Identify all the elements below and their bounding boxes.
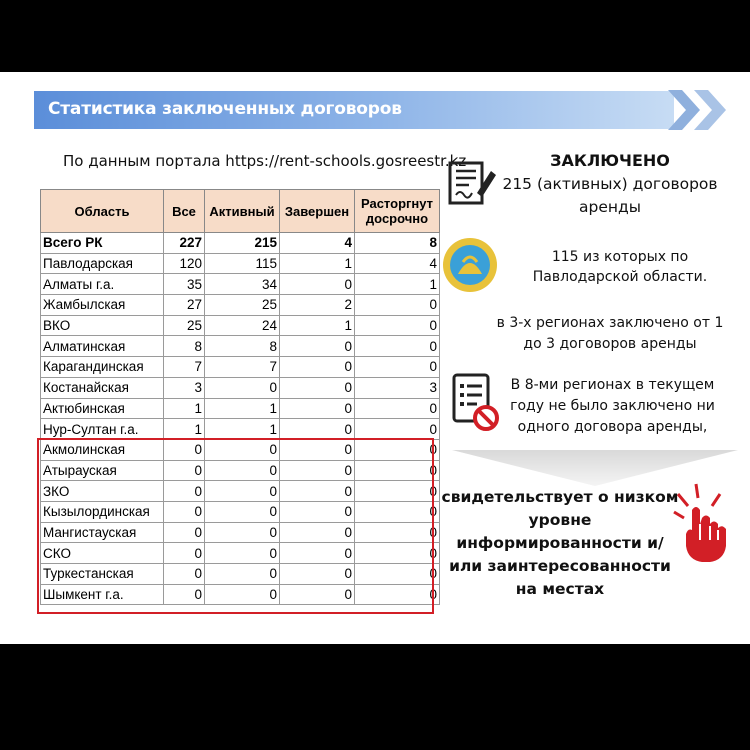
row-all: 120 (164, 253, 205, 274)
row-all: 27 (164, 295, 205, 316)
three-regions-text: в 3-х регионах заключено от 1 до 3 договоров аренды (496, 315, 724, 352)
row-region: Алматы г.а. (41, 274, 164, 295)
row-terminated: 0 (355, 564, 440, 585)
total-finished: 4 (280, 233, 355, 254)
zero-contracts-highlight (37, 438, 434, 614)
row-terminated: 3 (355, 377, 440, 398)
table-row (41, 315, 440, 336)
row-finished: 0 (280, 357, 355, 378)
row-region: ВКО (41, 315, 164, 336)
source-note: По данным портала https://rent-schools.gosreestr.kz (63, 152, 467, 170)
row-region: ЗКО (41, 481, 164, 502)
row-terminated: 0 (355, 501, 440, 522)
title-bar (34, 91, 674, 129)
pavlodar-emblem-icon (441, 236, 499, 294)
conclusion-text: свидетельствует о низком уровне информированности и/или заинтересованности на местах (441, 488, 679, 598)
table-row (41, 274, 440, 295)
table-row (41, 419, 440, 440)
row-finished: 0 (280, 543, 355, 564)
table-row (41, 357, 440, 378)
row-all: 0 (164, 543, 205, 564)
row-region: Карагандинская (41, 357, 164, 378)
row-region: Костанайская (41, 377, 164, 398)
chevron-arrows-icon (664, 86, 744, 134)
concluded-heading: ЗАКЛЮЧЕНО (550, 151, 670, 170)
table-row (41, 377, 440, 398)
row-active: 0 (205, 481, 280, 502)
row-all: 0 (164, 460, 205, 481)
row-all: 35 (164, 274, 205, 295)
row-terminated: 0 (355, 439, 440, 460)
row-all: 0 (164, 501, 205, 522)
prohibited-list-icon (452, 372, 502, 432)
row-all: 0 (164, 522, 205, 543)
row-terminated: 0 (355, 460, 440, 481)
total-all: 227 (164, 233, 205, 254)
row-active: 0 (205, 543, 280, 564)
total-active: 215 (205, 233, 280, 254)
row-all: 0 (164, 564, 205, 585)
row-all: 0 (164, 584, 205, 605)
row-finished: 2 (280, 295, 355, 316)
row-active: 0 (205, 564, 280, 585)
row-region: Мангистауская (41, 522, 164, 543)
row-finished: 0 (280, 398, 355, 419)
eight-regions-text: В 8-ми регионах в текущем году не было заключено ни одного договора аренды, (510, 377, 715, 435)
row-terminated: 0 (355, 357, 440, 378)
row-finished: 0 (280, 274, 355, 295)
row-finished: 0 (280, 439, 355, 460)
header-region: Область (41, 190, 164, 233)
row-active: 24 (205, 315, 280, 336)
row-terminated: 0 (355, 543, 440, 564)
row-terminated: 1 (355, 274, 440, 295)
table-row (41, 336, 440, 357)
table-row (41, 253, 440, 274)
row-terminated: 0 (355, 584, 440, 605)
row-all: 0 (164, 481, 205, 502)
table-total-row (41, 233, 440, 254)
row-all: 25 (164, 315, 205, 336)
header-all: Все (164, 190, 205, 233)
row-active: 0 (205, 460, 280, 481)
row-active: 1 (205, 419, 280, 440)
header-finished: Завершен (280, 190, 355, 233)
row-all: 7 (164, 357, 205, 378)
row-finished: 0 (280, 336, 355, 357)
row-terminated: 0 (355, 295, 440, 316)
row-finished: 1 (280, 253, 355, 274)
row-region: Кызылординская (41, 501, 164, 522)
row-finished: 0 (280, 501, 355, 522)
row-active: 0 (205, 522, 280, 543)
row-all: 1 (164, 398, 205, 419)
row-region: Шымкент г.а. (41, 584, 164, 605)
header-terminated: Расторгнут досрочно (355, 190, 440, 233)
total-region: Всего РК (41, 233, 164, 254)
row-region: Туркестанская (41, 564, 164, 585)
pavlodar-text: 115 из которых по Павлодарской области. (532, 249, 708, 285)
contract-signing-icon (447, 157, 497, 209)
row-active: 0 (205, 439, 280, 460)
row-active: 0 (205, 501, 280, 522)
row-terminated: 4 (355, 253, 440, 274)
row-region: Актюбинская (41, 398, 164, 419)
row-region: Акмолинская (41, 439, 164, 460)
row-finished: 0 (280, 584, 355, 605)
row-active: 25 (205, 295, 280, 316)
row-all: 8 (164, 336, 205, 357)
row-finished: 0 (280, 564, 355, 585)
table-header-row (41, 190, 440, 233)
row-region: СКО (41, 543, 164, 564)
header-active: Активный (205, 190, 280, 233)
row-active: 7 (205, 357, 280, 378)
row-active: 115 (205, 253, 280, 274)
row-active: 8 (205, 336, 280, 357)
row-terminated: 0 (355, 481, 440, 502)
row-region: Жамбылская (41, 295, 164, 316)
row-region: Нур-Султан г.а. (41, 419, 164, 440)
row-terminated: 0 (355, 398, 440, 419)
row-region: Атырауская (41, 460, 164, 481)
row-finished: 0 (280, 419, 355, 440)
row-finished: 0 (280, 377, 355, 398)
slide-title: Статистика заключенных договоров (48, 99, 402, 119)
row-active: 0 (205, 377, 280, 398)
row-finished: 0 (280, 460, 355, 481)
row-region: Алматинская (41, 336, 164, 357)
row-terminated: 0 (355, 419, 440, 440)
row-finished: 1 (280, 315, 355, 336)
row-all: 3 (164, 377, 205, 398)
total-terminated: 8 (355, 233, 440, 254)
row-terminated: 0 (355, 336, 440, 357)
row-active: 1 (205, 398, 280, 419)
row-terminated: 0 (355, 315, 440, 336)
row-finished: 0 (280, 481, 355, 502)
row-terminated: 0 (355, 522, 440, 543)
row-finished: 0 (280, 522, 355, 543)
concluded-body: 215 (активных) договоров аренды (502, 175, 718, 216)
table-row (41, 398, 440, 419)
row-all: 0 (164, 439, 205, 460)
row-all: 1 (164, 419, 205, 440)
row-region: Павлодарская (41, 253, 164, 274)
slide (0, 72, 750, 644)
row-active: 34 (205, 274, 280, 295)
table-row (41, 295, 440, 316)
row-active: 0 (205, 584, 280, 605)
